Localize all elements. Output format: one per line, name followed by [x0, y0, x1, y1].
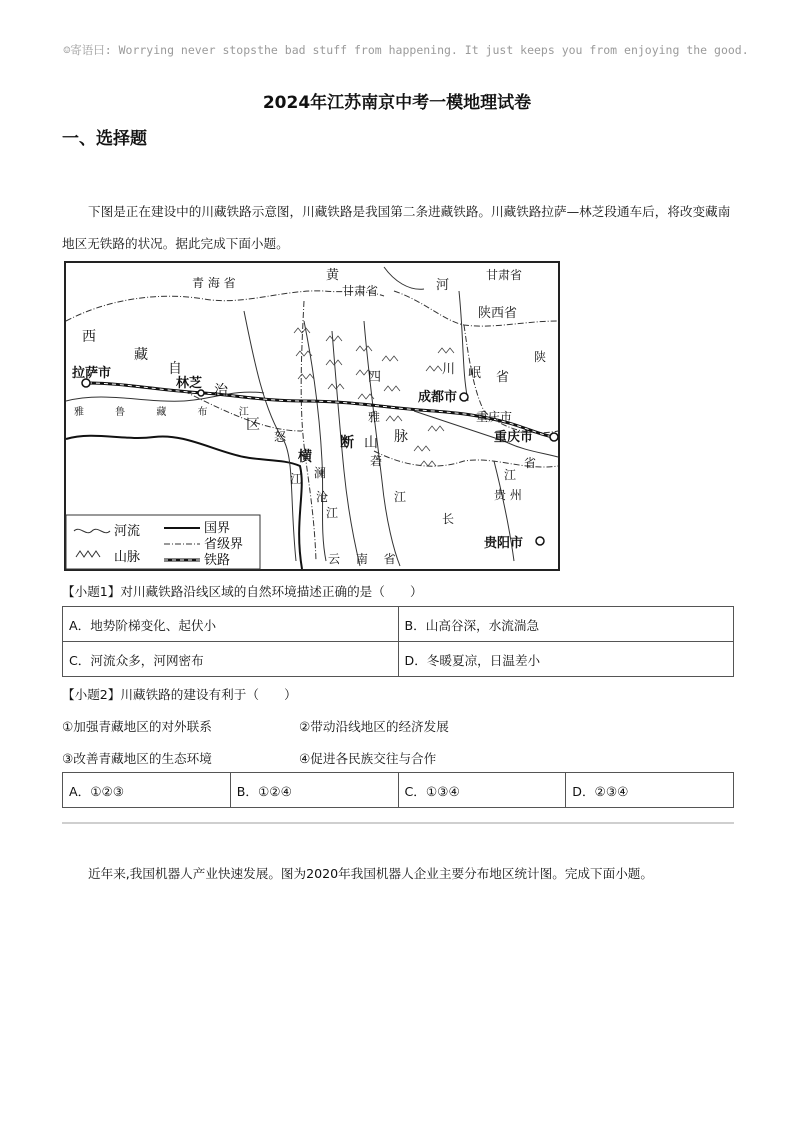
label-ya: 雅 — [368, 410, 381, 424]
intro-paragraph-2: 近年来,我国机器人产业快速发展。图为2020年我国机器人企业主要分布地区统计图。完成下面小题。 — [88, 866, 653, 881]
label-xi: 西 — [82, 329, 96, 345]
label-chuan: 川 — [442, 362, 456, 377]
q2-statement-2: ②带动沿线地区的经济发展 — [299, 719, 449, 734]
q1-option-c[interactable]: C．河流众多，河网密布 — [63, 642, 399, 677]
q1-option-b[interactable]: B．山高谷深，水流湍急 — [398, 607, 734, 642]
q1-option-a[interactable]: A．地势阶梯变化、起伏小 — [63, 607, 399, 642]
map-legend — [66, 515, 260, 569]
label-qu: 区 — [246, 417, 260, 433]
label-chengdu: 成都市 — [418, 390, 458, 405]
legend-river: 河流 — [114, 524, 141, 539]
label-sheng: 省 — [496, 370, 510, 385]
page-title: 2024年江苏南京中考一模地理试卷 — [262, 93, 532, 113]
intro-paragraph-1: 下图是正在建设中的川藏铁路示意图，川藏铁路是我国第二条进藏铁路。川藏铁路拉萨—林芝段通车后，将改变藏南地区无铁路的状况。据此完成下面小题。 — [62, 204, 731, 251]
legend-mountain: 山脉 — [114, 550, 141, 565]
label-nu: 怒 — [274, 430, 287, 444]
label-min: 岷 — [468, 366, 482, 381]
divider — [62, 822, 734, 824]
label-zhi: 治 — [214, 383, 228, 399]
label-guizhou-sheng: 省 — [524, 456, 537, 470]
label-chongqing-1: 重庆市 — [476, 410, 513, 424]
label-zang: 藏 — [134, 347, 148, 363]
label-shan-2: 陕 — [534, 350, 547, 364]
label-jiang-4: 江 — [504, 468, 517, 482]
legend-railway: 铁路 — [204, 553, 231, 568]
label-lan: 澜 — [314, 466, 327, 480]
label-heng: 横 — [298, 449, 312, 465]
q2-option-a[interactable]: A．①②③ — [63, 773, 231, 808]
question-1-stem: 【小题1】对川藏铁路沿线区域的自然环境描述正确的是（ ） — [62, 584, 423, 599]
label-chongqing-2: 重庆市 — [494, 430, 534, 445]
q2-statement-4: ④促进各民族交往与合作 — [299, 751, 437, 766]
label-duan: 断 — [340, 435, 354, 451]
label-lhasa: 拉萨市 — [72, 366, 112, 381]
label-he: 河 — [436, 278, 450, 293]
question-1-options — [62, 606, 734, 677]
sichuan-tibet-railway-map — [64, 261, 560, 571]
label-si: 四 — [368, 370, 382, 385]
label-long: 砻 — [370, 454, 383, 468]
question-2-options — [62, 772, 734, 808]
label-shaanxi: 陕西省 — [478, 306, 518, 321]
label-gansu-1: 甘肃省 — [342, 284, 379, 298]
section-heading: 一、选择题 — [62, 129, 147, 149]
q2-option-d[interactable]: D．②③④ — [566, 773, 734, 808]
q1-option-d[interactable]: D．冬暖夏凉，日温差小 — [398, 642, 734, 677]
label-linzhi: 林芝 — [176, 376, 203, 391]
q2-statement-1: ①加强青藏地区的对外联系 — [62, 719, 212, 734]
label-gansu-2: 甘肃省 — [486, 268, 523, 282]
q2-option-b[interactable]: B．①②④ — [230, 773, 398, 808]
label-mai: 脉 — [394, 429, 408, 445]
legend-border: 国界 — [204, 521, 231, 536]
label-chang: 长 — [442, 512, 455, 526]
label-guizhou: 贵 州 — [494, 488, 522, 502]
header-motto: ☺寄语曰: Worrying never stopsthe bad stuff from happening. It just keeps you from enjoying the good. — [63, 43, 749, 57]
label-jiang-1: 江 — [290, 472, 303, 486]
label-cang: 沧 — [316, 490, 329, 504]
legend-province: 省级界 — [204, 537, 244, 552]
q2-statement-3: ③改善青藏地区的生态环境 — [62, 751, 212, 766]
label-yarlung: 雅 鲁 藏 布 江 — [74, 407, 263, 418]
label-zi: 自 — [168, 361, 182, 377]
label-huang: 黄 — [326, 268, 340, 283]
label-jiang-2: 江 — [326, 506, 339, 520]
q2-option-c[interactable]: C．①③④ — [398, 773, 566, 808]
label-shan: 山 — [364, 435, 378, 451]
label-guiyang: 贵阳市 — [484, 536, 524, 551]
label-qinghai: 青 海 省 — [192, 276, 236, 290]
label-yunnan: 云 南 省 — [328, 552, 402, 566]
question-2-stem: 【小题2】川藏铁路的建设有利于（ ） — [62, 687, 297, 702]
label-jiang-3: 江 — [394, 490, 407, 504]
